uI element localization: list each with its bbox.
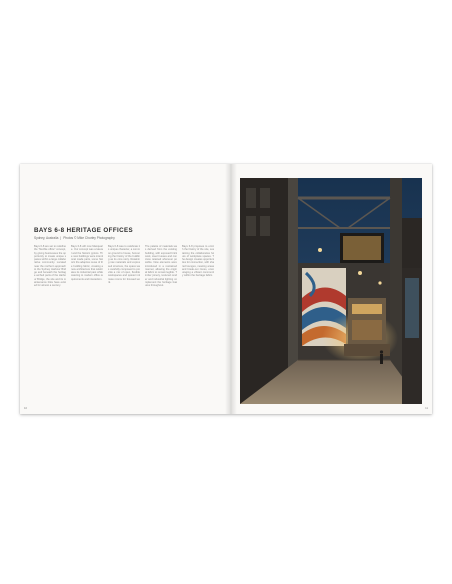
body-column-2: Bays 6-8 will now Macquarie. Our concept was a lateral and the historic pylons. The new buildings were intentional made parts, some historic the adaptive reuse of the building fabric, creating a new architecture that celebrates its industrial past while catering to modern office requirements and interaction.: [71, 245, 103, 281]
project-title: BAYS 6-8 HERITAGE OFFICES: [34, 227, 134, 234]
body-column-4: The palette of materials was derived from the existing building, with exposed brickwork, steel trusses and concrete retained wherever possible. New elements were introduced in a restrained manner, allowing the original fabric to remain legible. Timber joinery, textured render and industrial lighting complement the heritage features throughout.: [145, 245, 177, 287]
project-location: Sydney, Australia: [34, 236, 59, 241]
project-credit-line: [34, 237, 144, 240]
magazine-spread: [20, 164, 432, 414]
folio-right: 11: [425, 406, 428, 410]
body-column-3: Bays 6-8 was to celebrate its unique character, a common ground to house, honouring the history of the building as its core story. Retaining raw materials and expressed structure, the space was carefully composed to provide a mix of open, flexible workspaces and quieter intimate rooms for focused work.: [108, 245, 140, 284]
right-page: [231, 164, 432, 414]
credit-separator: |: [60, 236, 62, 241]
body-column-5: Bays 6-8 proposes to enrich the history of the site, sustaining the collaborative future of workplace spaces. The design creates opportunities for connection, with shared lounges, meeting areas and break-out zones, encouraging a vibrant community within the heritage fabric.: [182, 245, 214, 278]
building-entrance-photo: [240, 178, 422, 404]
body-text-columns: [34, 245, 214, 395]
folio-left: 10: [24, 406, 28, 410]
photo-illustration: [240, 178, 422, 404]
body-column-1: Bays 6-8 are set to redefine the "flexible office" concept, by giving businesses the opportunity to create unique spaces within a large collaborative community. Located near the northern approach to the Sydney Harbour Bridge and beneath the heritage arched parts of the Harbour Bridge, the site and its maintenance links have existed for almost a century.: [34, 245, 66, 287]
title-block: [34, 228, 144, 240]
photo-credit: Photos © Mike Chorley Photography: [63, 236, 115, 241]
left-page: [20, 164, 231, 414]
